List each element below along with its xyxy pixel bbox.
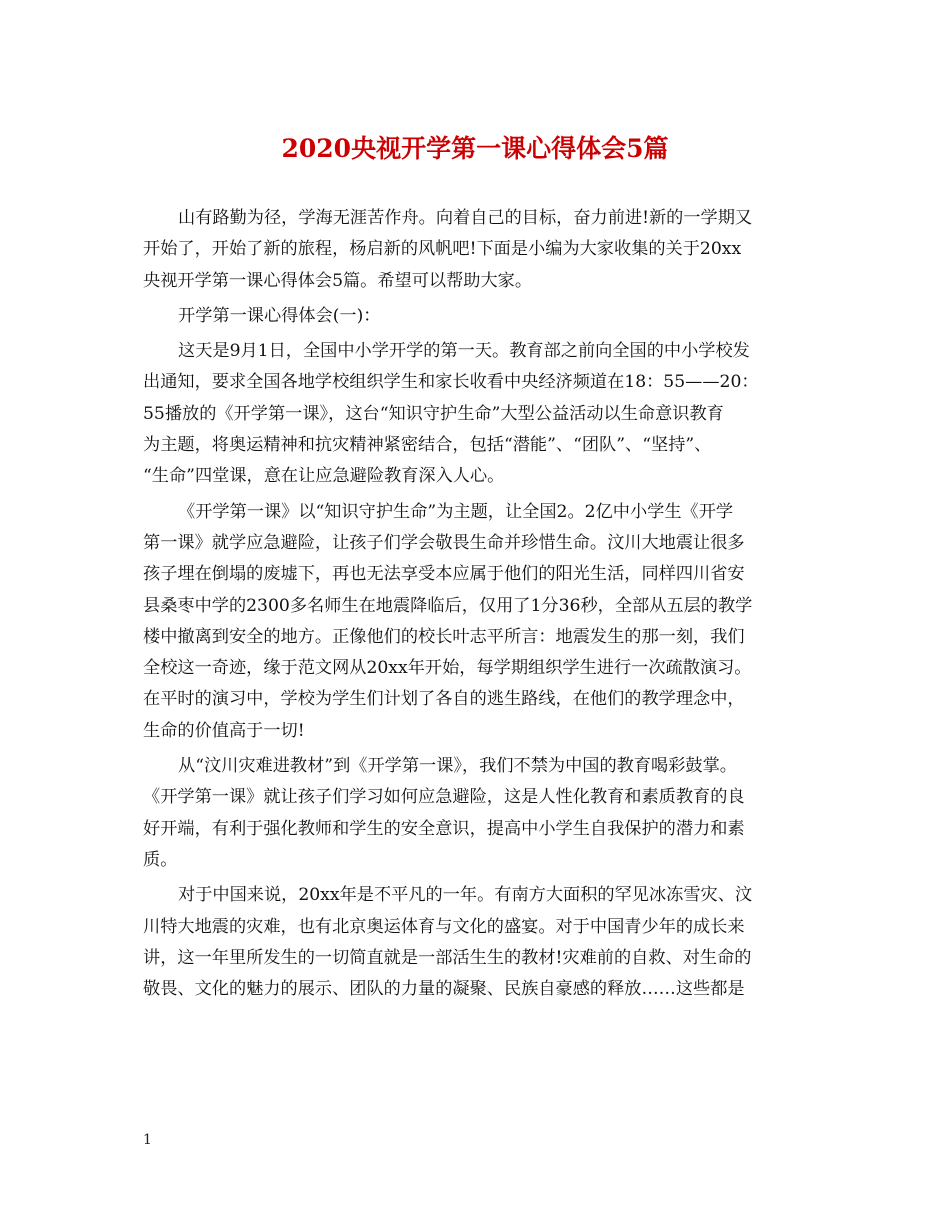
text-line: 敬畏、文化的魅力的展示、团队的力量的凝聚、民族自豪感的释放……这些都是 xyxy=(143,979,745,1000)
text-line: 第一课》就学应急避险，让孩子们学会敬畏生命并珍惜生命。汶川大地震让很多 xyxy=(143,532,745,553)
text-line: 出通知，要求全国各地学校组织学生和家长收看中央经济频道在18：55——20： xyxy=(143,372,759,393)
text-line: “生命”四堂课，意在让应急避险教育深入人心。 xyxy=(143,466,505,487)
text-line: 55播放的《开学第一课》，这台“知识守护生命”大型公益活动以生命意识教育 xyxy=(143,403,724,424)
text-line: 《开学第一课》以“知识守护生命”为主题，让全国2。2亿中小学生《开学 xyxy=(178,501,734,522)
paragraph xyxy=(143,301,813,332)
text-line: 《开学第一课》就让孩子们学习如何应急避险，这是人性化教育和素质教育的良 xyxy=(143,787,745,808)
text-line: 在平时的演习中，学校为学生们计划了各自的逃生路线，在他们的教学理念中， xyxy=(143,689,745,710)
text-line: 孩子埋在倒塌的废墟下，再也无法享受本应属于他们的阳光生活，同样四川省安 xyxy=(143,564,745,585)
text-line: 开学第一课心得体会(一)： xyxy=(178,305,381,326)
text-line: 生命的价值高于一切! xyxy=(143,720,305,741)
paragraph xyxy=(143,336,813,492)
text-line: 川特大地震的灾难，也有北京奥运体育与文化的盛宴。对于中国青少年的成长来 xyxy=(143,916,745,937)
text-line: 质。 xyxy=(143,849,178,870)
paragraph xyxy=(143,497,813,747)
text-line: 山有路勤为径，学海无涯苦作舟。向着自己的目标，奋力前进!新的一学期又 xyxy=(178,208,753,228)
text-line: 讲，这一年里所发生的一切简直就是一部活生生的教材!灾难前的自救、对生命的 xyxy=(143,947,752,968)
document-body xyxy=(143,203,813,1005)
paragraph xyxy=(143,880,813,1005)
text-line: 对于中国来说，20xx年是不平凡的一年。有南方大面积的罕见冰冻雪灾、汶 xyxy=(178,885,753,906)
text-line: 好开端，有利于强化教师和学生的安全意识，提高中小学生自我保护的潜力和素 xyxy=(143,818,745,839)
text-line: 开始了，开始了新的旅程，杨启新的风帆吧!下面是小编为大家收集的关于20xx xyxy=(143,239,742,260)
paragraph xyxy=(143,751,813,876)
page-number: 1 xyxy=(143,1132,152,1148)
text-line: 县桑枣中学的2300多名师生在地震降临后，仅用了1分36秒，全部从五层的教学 xyxy=(143,595,753,616)
text-line: 央视开学第一课心得体会5篇。希望可以帮助大家。 xyxy=(143,270,533,291)
document-title: 2020央视开学第一课心得体会5篇 xyxy=(281,134,669,163)
paragraph xyxy=(143,203,813,297)
text-line: 全校这一奇迹，缘于范文网从20xx年开始，每学期组织学生进行一次疏散演习。 xyxy=(143,658,752,679)
text-line: 楼中撤离到安全的地方。正像他们的校长叶志平所言：地震发生的那一刻，我们 xyxy=(143,626,745,647)
text-line: 为主题，将奥运精神和抗灾精神紧密结合，包括“潜能”、“团队”、“坚持”、 xyxy=(143,435,712,456)
text-line: 从“汶川灾难进教材”到《开学第一课》，我们不禁为中国的教育喝彩鼓掌。 xyxy=(178,756,737,777)
text-line: 这天是9月1日，全国中小学开学的第一天。教育部之前向全国的中小学校发 xyxy=(178,341,750,362)
